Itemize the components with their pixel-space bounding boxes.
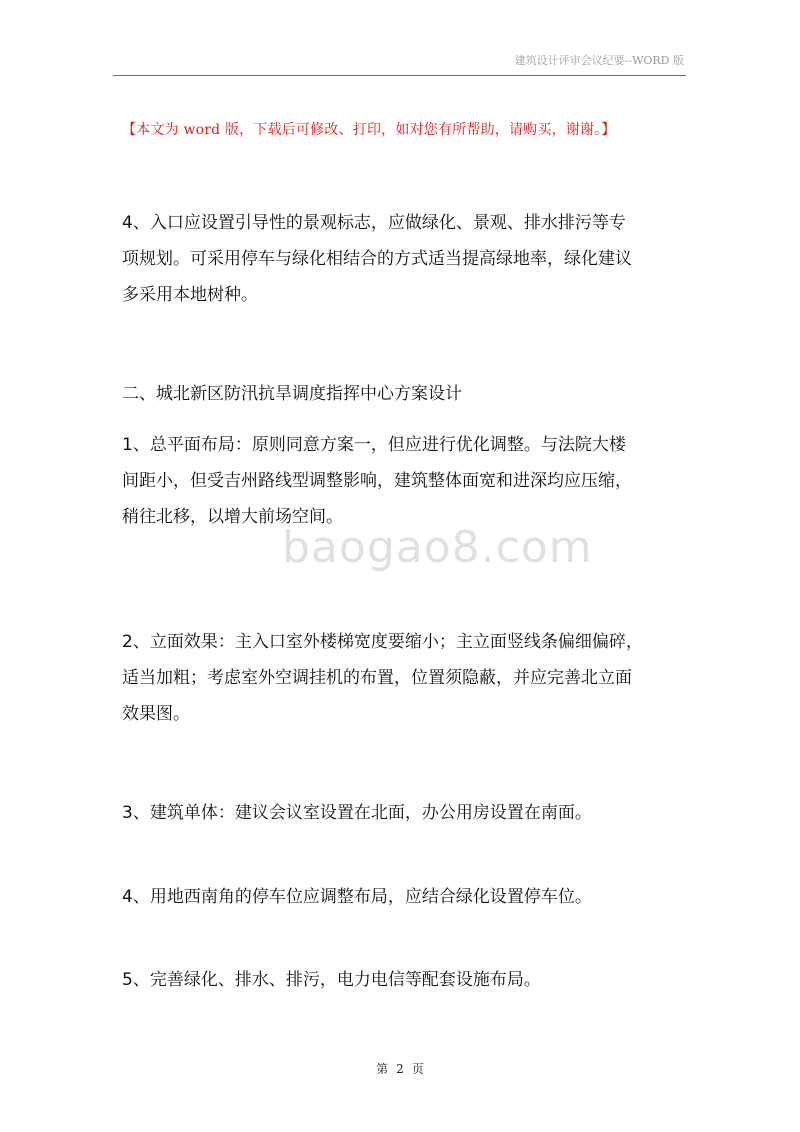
paragraph-site-layout — [122, 427, 688, 535]
page-number-prefix: 第 — [376, 1062, 389, 1076]
paragraph-line: 1、总平面布局：原则同意方案一，但应进行优化调整。与法院大楼 — [122, 435, 626, 455]
paragraph-line: 4、用地西南角的停车位应调整布局，应结合绿化设置停车位。 — [122, 887, 592, 907]
page-number: 2 — [396, 1062, 404, 1076]
site-watermark: baogao8.com — [282, 522, 593, 573]
section-heading-flood-control-center — [122, 376, 688, 412]
paragraph-building-unit — [122, 795, 688, 831]
paragraph-line: 2、立面效果：主入口室外楼梯宽度要缩小；主立面竖线条偏细偏碎， — [122, 632, 643, 652]
heading-line: 二、城北新区防汛抗旱调度指挥中心方案设计 — [122, 384, 462, 404]
paragraph-supporting-facilities — [122, 962, 688, 998]
paragraph-line: 稍往北移，以增大前场空间。 — [122, 507, 343, 527]
paragraph-line: 间距小，但受吉州路线型调整影响，建筑整体面宽和进深均应压缩， — [122, 471, 632, 491]
running-header-title: 建筑设计评审会议纪要--WORD 版 — [514, 54, 684, 67]
paragraph-parking-layout — [122, 879, 688, 915]
paragraph-line: 4、入口应设置引导性的景观标志，应做绿化、景观、排水排污等专 — [122, 213, 626, 233]
paragraph-line: 适当加粗；考虑室外空调挂机的布置，位置须隐蔽，并应完善北立面 — [122, 668, 632, 688]
download-notice: 【本文为 word 版，下载后可修改、打印，如对您有所帮助，请购买，谢谢。】 — [122, 122, 616, 138]
page-number-suffix: 页 — [411, 1062, 424, 1076]
paragraph-line: 5、完善绿化、排水、排污，电力电信等配套设施布局。 — [122, 970, 541, 990]
paragraph-elevation-effect — [122, 624, 688, 732]
page-footer — [0, 1060, 800, 1077]
paragraph-line: 项规划。可采用停车与绿化相结合的方式适当提高绿地率，绿化建议 — [122, 249, 632, 269]
paragraph-line: 3、建筑单体：建议会议室设置在北面，办公用房设置在南面。 — [122, 803, 592, 823]
paragraph-line: 多采用本地树种。 — [122, 285, 258, 305]
paragraph-line: 效果图。 — [122, 704, 190, 724]
header-divider — [113, 75, 686, 76]
paragraph-entrance-landscape — [122, 205, 688, 313]
